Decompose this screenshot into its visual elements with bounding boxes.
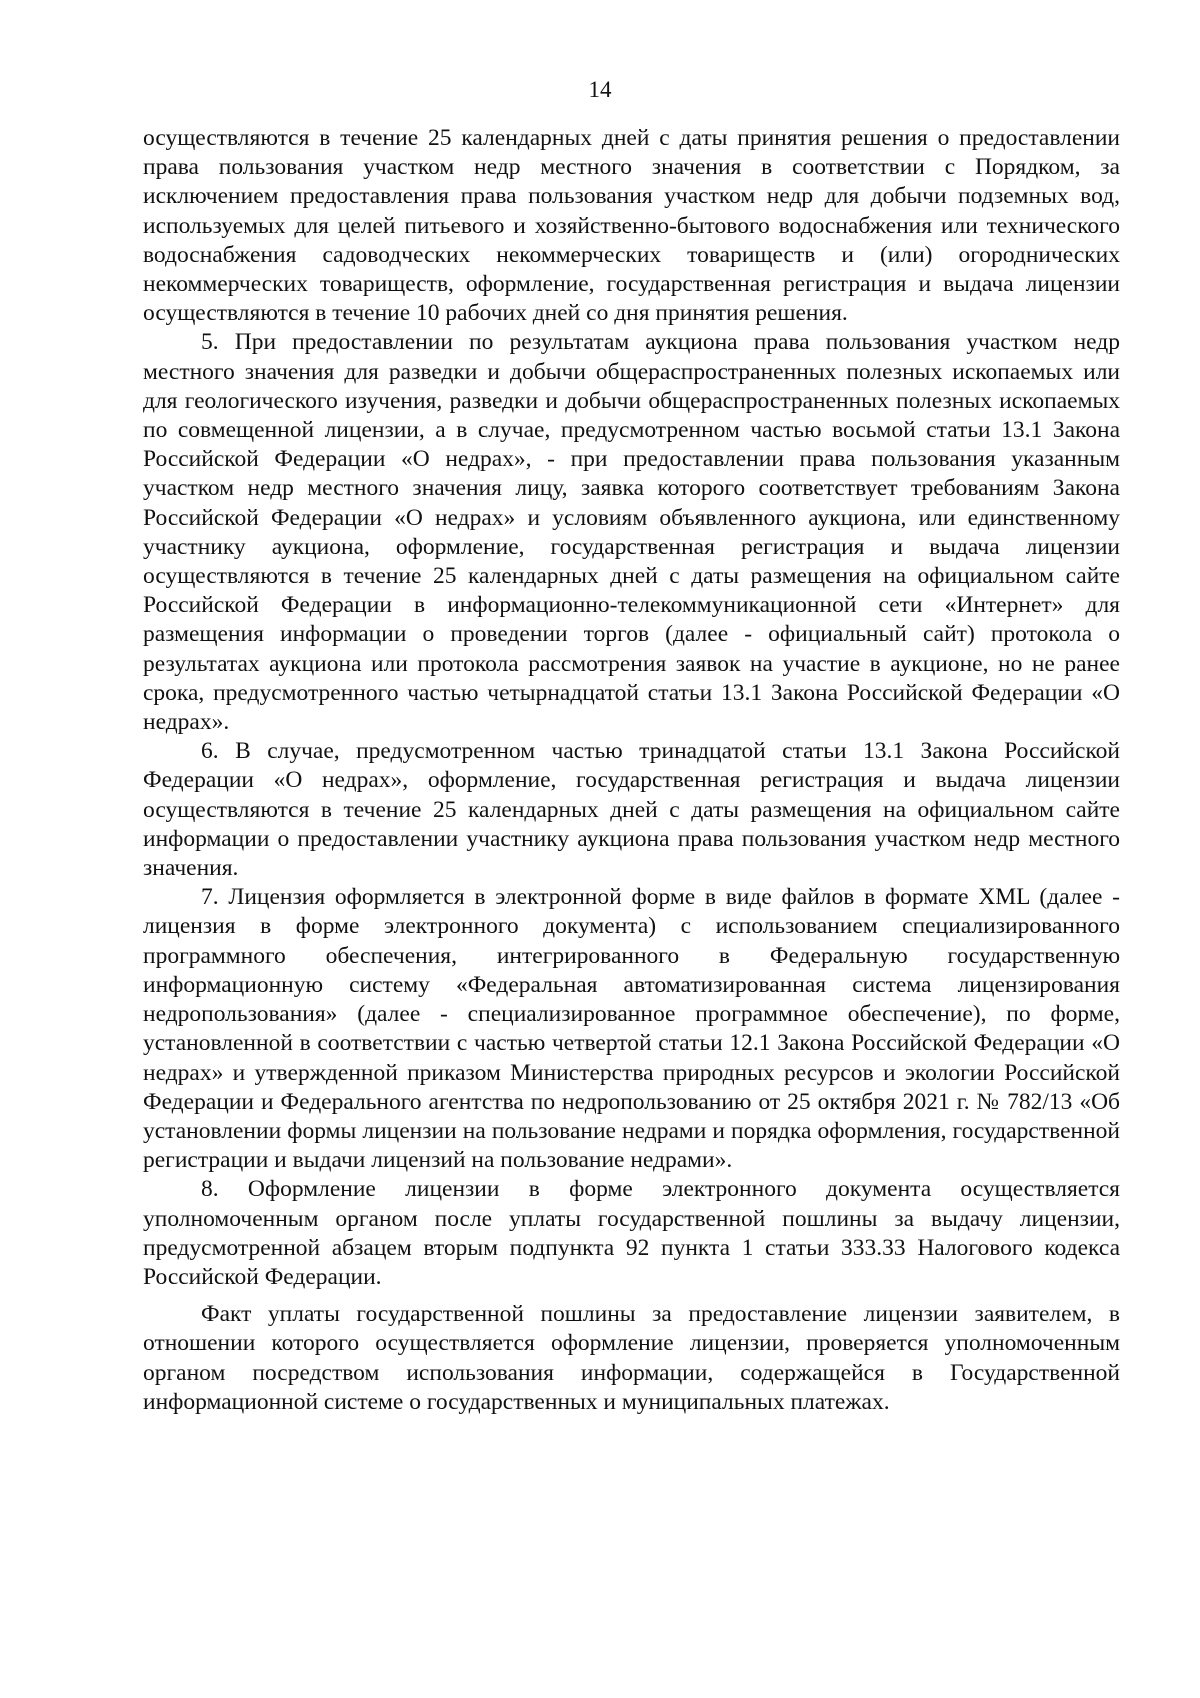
paragraph-item-5: 5. При предоставлении по результатам аукциона права пользования участком недр местного значения для разведки и добычи общераспространенных полезных ископаемых или для геологического изучения, разведки и добычи общераспространенных полезных ископаемых по совмещенной лицензии, а в случае, предусмотренном частью восьмой статьи 13.1 Закона Российской Федерации «О недрах», - при предоставлении права пользования указанным участком недр местного значения лицу, заявка которого соответствует требованиям Закона Российской Федерации «О недрах» и условиям объявленного аукциона, или единственному участнику аукциона, оформление, государственная регистрация и выдача лицензии осуществляются в течение 25 календарных дней с даты размещения на официальном сайте Российской Федерации в информационно-телекоммуникационной сети «Интернет» для размещения информации о проведении торгов (далее - официальный сайт) протокола о результатах аукциона или протокола рассмотрения заявок на участие в аукционе, но не ранее срока, предусмотренного частью четырнадцатой статьи 13.1 Закона Российской Федерации «О недрах». [143, 329, 1120, 736]
paragraph-item-6: 6. В случае, предусмотренном частью тринадцатой статьи 13.1 Закона Российской Федерации «О недрах», оформление, государственная регистрация и выдача лицензии осуществляются в течение 25 календарных дней с даты размещения на официальном сайте информации о предоставлении участнику аукциона права пользования участком недр местного значения. [143, 738, 1120, 882]
paragraph-item-8: 8. Оформление лицензии в форме электронного документа осуществляется уполномоченным органом после уплаты государственной пошлины за выдачу лицензии, предусмотренной абзацем вторым подпункта 92 пункта 1 статьи 333.33 Налогового кодекса Российской Федерации. [143, 1176, 1120, 1290]
page-number: 14 [588, 77, 612, 102]
paragraph-item-7: 7. Лицензия оформляется в электронной форме в виде файлов в формате XML (далее - лицензия в форме электронного документа) с использованием специализированного программного обеспечения, интегрированного в Федеральную государственную информационную систему «Федеральная автоматизированная система лицензирования недропользования» (далее - специализированное программное обеспечение), по форме, установленной в соответствии с частью четвертой статьи 12.1 Закона Российской Федерации «О недрах» и утвержденной приказом Министерства природных ресурсов и экологии Российской Федерации и Федерального агентства по недропользованию от 25 октября 2021 г. № 782/13 «Об установлении формы лицензии на пользование недрами и порядка оформления, государственной регистрации и выдачи лицензий на пользование недрами». [143, 884, 1120, 1174]
paragraph-continuation: осуществляются в течение 25 календарных дней с даты принятия решения о предоставлении права пользования участком недр местного значения в соответствии с Порядком, за исключением предоставления права пользования участком недр для добычи подземных вод, используемых для целей питьевого и хозяйственно-бытового водоснабжения или технического водоснабжения садоводческих некоммерческих товариществ и (или) огороднических некоммерческих товариществ, оформление, государственная регистрация и выдача лицензии осуществляются в течение 10 рабочих дней со дня принятия решения. [143, 125, 1120, 327]
document-body [143, 124, 1120, 1417]
paragraph-fee-payment: Факт уплаты государственной пошлины за предоставление лицензии заявителем, в отношении которого осуществляется оформление лицензии, проверяется уполномоченным органом посредством использования информации, содержащейся в Государственной информационной системе о государственных и муниципальных платежах. [143, 1301, 1120, 1415]
